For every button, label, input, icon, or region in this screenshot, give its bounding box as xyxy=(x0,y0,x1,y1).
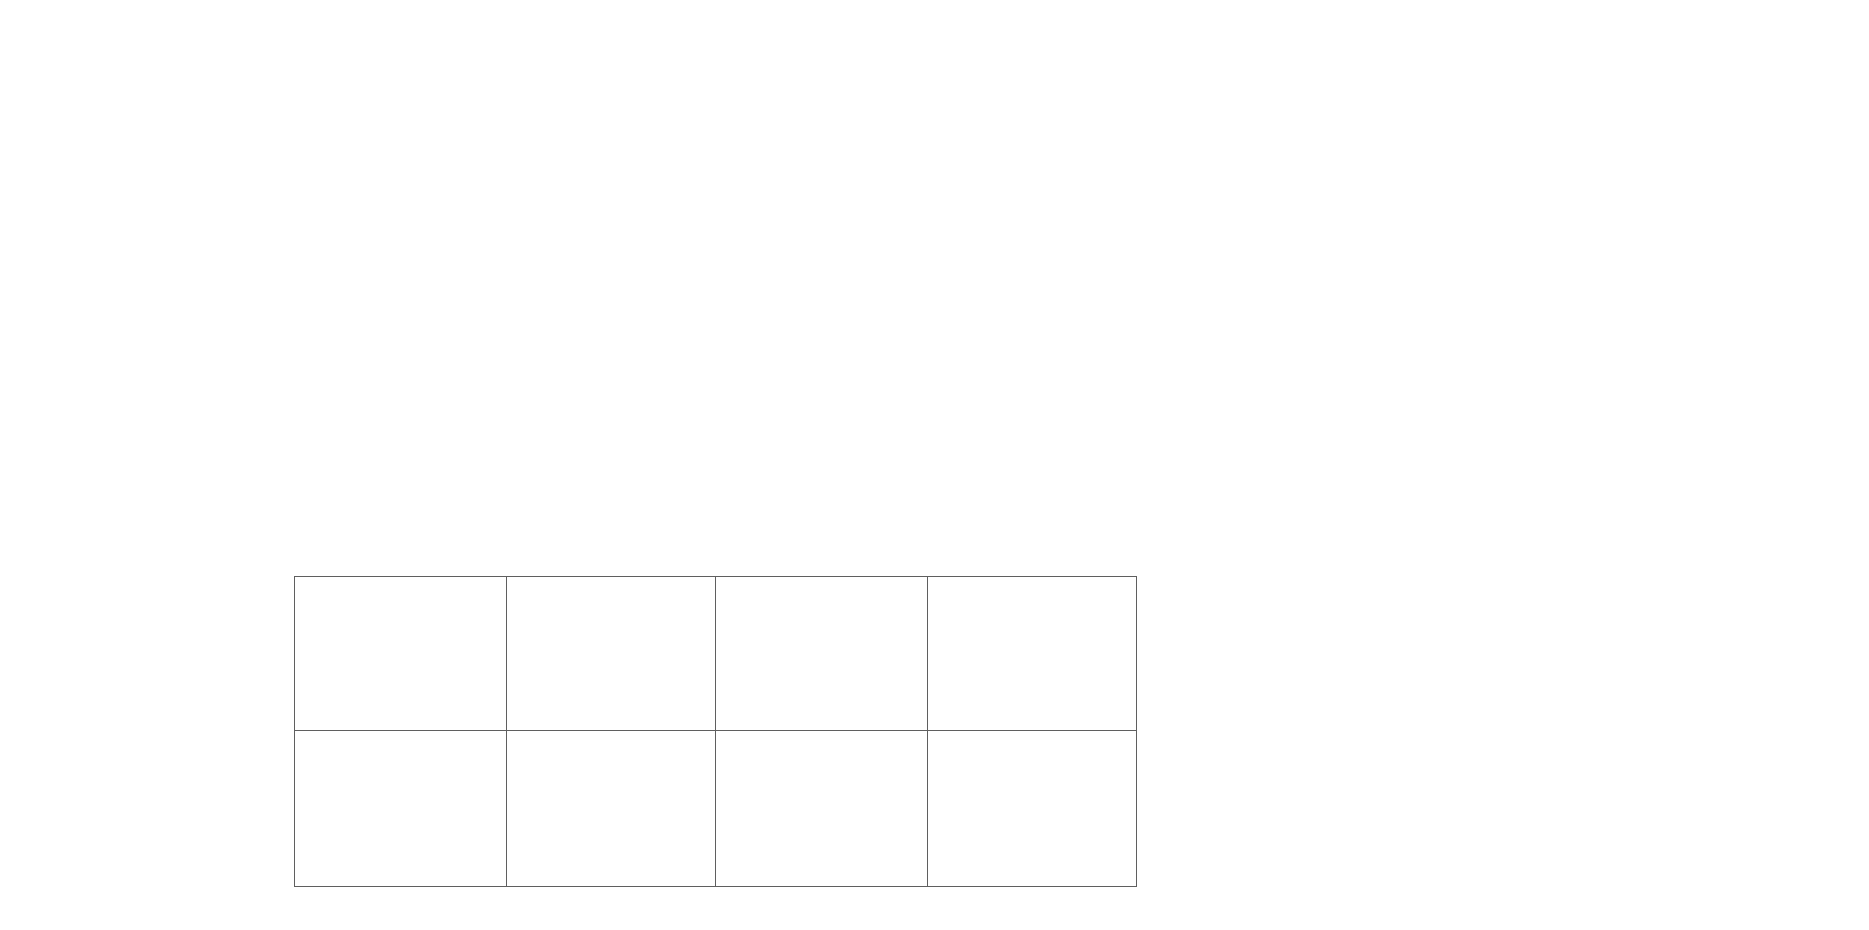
table-cell[interactable] xyxy=(928,731,1137,887)
table-cell[interactable] xyxy=(716,577,928,731)
table-cell[interactable] xyxy=(295,577,507,731)
table-cell[interactable] xyxy=(507,731,716,887)
table-cell[interactable] xyxy=(928,577,1137,731)
table-cell[interactable] xyxy=(716,731,928,887)
table-cell[interactable] xyxy=(507,577,716,731)
table-row xyxy=(295,731,1137,887)
empty-table xyxy=(294,576,1137,887)
table-row xyxy=(295,577,1137,731)
table-cell[interactable] xyxy=(295,731,507,887)
